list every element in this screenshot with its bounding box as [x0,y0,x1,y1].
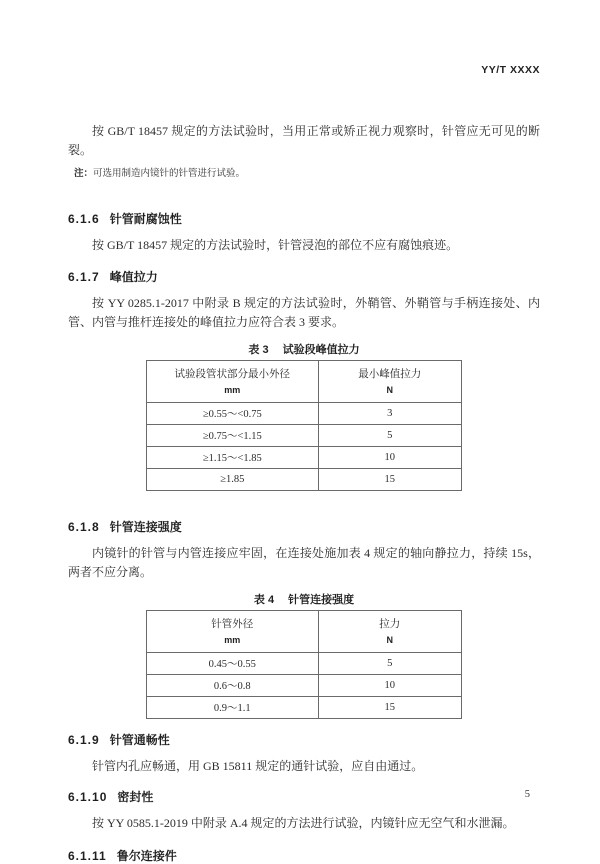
table4-force-cell: 15 [318,697,461,719]
table3-caption-number: 表 3 [248,344,269,356]
section-paragraph-6-1-7: 按 YY 0285.1-2017 中附录 B 规定的方法试验时，外鞘管、外鞘管与手柄连接处、内管、内管与推杆连接处的峰值拉力应符合表 3 要求。 [68,296,540,329]
table4-diameter-cell: 0.45～0.55 [147,653,319,675]
section-heading-6-1-6 [68,211,540,227]
note-line [68,167,540,181]
table-row [147,697,462,719]
table3-force-cell: 10 [318,447,461,469]
section-paragraph-6-1-8: 内镜针的针管与内管连接应牢固，在连接处施加表 4 规定的轴向静拉力，持续 15s，两者不应分离。 [68,546,540,579]
section-title: 鲁尔连接件 [116,849,177,863]
table4-col1-header: 针管外径 [211,618,254,630]
table3-diameter-cell: ≥1.15～<1.85 [147,447,319,469]
section-number: 6.1.7 [68,270,100,284]
note-text: 可选用制造内镜针的针管进行试验。 [93,169,246,179]
table4-caption-number: 表 4 [253,594,275,606]
table3-diameter-cell: ≥0.75～<1.15 [147,425,319,447]
table3-col2-unit: N [386,384,394,395]
table3-caption-title: 试验段峰值拉力 [282,344,360,356]
table4-col2-header: 拉力 [379,618,401,630]
section-number: 6.1.11 [68,849,107,863]
table4-col1-unit: mm [224,634,241,645]
table-row [147,425,462,447]
section-number: 6.1.6 [68,212,100,226]
table3-caption [68,341,540,357]
section-number: 6.1.8 [68,520,100,534]
table3-diameter-cell: ≥0.55～<0.75 [147,403,319,425]
table-row [147,403,462,425]
section-title: 密封性 [117,790,154,804]
table4 [146,610,462,719]
section-title: 针管通畅性 [109,733,170,747]
section-paragraph-6-1-10: 按 YY 0585.1-2019 中附录 A.4 规定的方法进行试验，内镜针应无空气和水泄漏。 [92,816,515,830]
table4-diameter-cell: 0.6～0.8 [147,675,319,697]
table3-header-row [147,361,462,403]
table3-col1-header: 试验段管状部分最小外径 [174,368,291,380]
section-heading-6-1-8 [68,519,540,535]
table-row [147,469,462,491]
section-heading-6-1-9 [68,732,540,748]
intro-paragraph: 按 GB/T 18457 规定的方法试验时，当用正常或矫正视力观察时，针管应无可见的断裂。 [68,124,540,157]
table3 [146,360,462,491]
section-heading-6-1-11 [68,848,540,864]
section-paragraph-6-1-9: 针管内孔应畅通，用 GB 15811 规定的通针试验，应自由通过。 [92,759,424,773]
table3-diameter-cell: ≥1.85 [147,469,319,491]
table3-force-cell: 15 [318,469,461,491]
table4-col2-unit: N [386,634,394,645]
note-label: 注： [74,169,94,179]
table4-header-row [147,611,462,653]
table4-force-cell: 10 [318,675,461,697]
table3-col2-header-cell [318,361,461,403]
table4-col2-header-cell [318,611,461,653]
section-paragraph-6-1-6: 按 GB/T 18457 规定的方法试验时，针管浸泡的部位不应有腐蚀痕迹。 [92,238,459,252]
page-number: 5 [524,789,530,800]
table4-force-cell: 5 [318,653,461,675]
table4-caption [68,591,540,607]
table3-col1-header-cell [147,361,319,403]
table-row [147,447,462,469]
section-number: 6.1.10 [68,790,108,804]
section-title: 针管耐腐蚀性 [109,212,182,226]
table4-diameter-cell: 0.9～1.1 [147,697,319,719]
table3-force-cell: 3 [318,403,461,425]
section-number: 6.1.9 [68,733,100,747]
section-heading-6-1-7 [68,269,540,285]
table3-force-cell: 5 [318,425,461,447]
table-row [147,675,462,697]
section-heading-6-1-10 [68,789,540,805]
section-title: 峰值拉力 [109,270,158,284]
table4-col1-header-cell [147,611,319,653]
table4-caption-title: 针管连接强度 [288,594,355,606]
table-row [147,653,462,675]
table3-col1-unit: mm [224,384,241,395]
table3-col2-header: 最小峰值拉力 [358,368,422,380]
doc-code-header: YY/T XXXX [481,64,540,76]
section-title: 针管连接强度 [109,520,182,534]
